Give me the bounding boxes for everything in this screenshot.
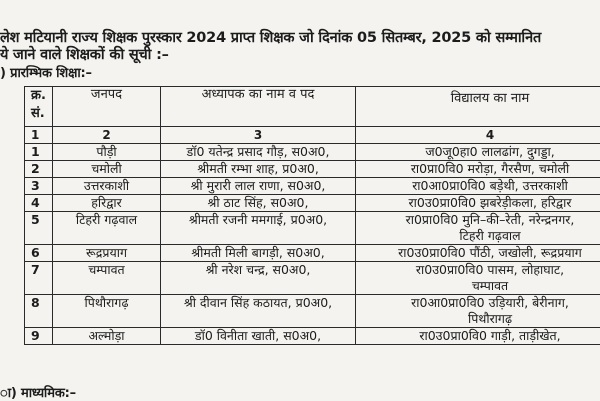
school-name: रा0प्रा0वि0 मरोड़ा, गैरसैण, चमोली — [356, 161, 600, 178]
teacher-name: श्री मुरारी लाल राणा, स0अ0, — [161, 178, 356, 195]
district: हरिद्वार — [53, 195, 161, 212]
teacher-name: श्रीमती रम्भा शाह, प्र0अ0, — [161, 161, 356, 178]
teacher-name: श्री नरेश चन्द्र, स0अ0, — [161, 262, 356, 295]
table-row — [25, 295, 600, 328]
column-number-row — [25, 127, 600, 144]
district: रूद्रप्रयाग — [53, 245, 161, 262]
serial-number: 1 — [25, 144, 53, 161]
teacher-name: श्री दीवान सिंह कठायत, प्र0अ0, — [161, 295, 356, 328]
table-row — [25, 328, 600, 345]
table-row — [25, 178, 600, 195]
awardee-teachers-table — [24, 86, 600, 345]
district: अल्मोड़ा — [53, 328, 161, 345]
section-heading-primary-education: ) प्रारम्भिक शिक्षा:– — [0, 63, 92, 81]
serial-number: 3 — [25, 178, 53, 195]
document-title-line-2: ये जाने वाले शिक्षकों की सूची :– — [0, 44, 169, 64]
table-row — [25, 262, 600, 295]
teacher-name: श्री ठाट सिंह, स0अ0, — [161, 195, 356, 212]
serial-number: 9 — [25, 328, 53, 345]
school-name-line-1: रा0आ0प्रा0वि0 उड़ियारी, बेरीनाग, — [358, 295, 600, 311]
school-name-line-2: टिहरी गढ़वाल — [358, 228, 600, 244]
school-name-line-2: चम्पावत — [358, 278, 600, 294]
serial-number: 7 — [25, 262, 53, 295]
serial-number: 8 — [25, 295, 53, 328]
teacher-name: श्रीमती रजनी ममगाई, प्र0अ0, — [161, 212, 356, 245]
teacher-name: डॉ0 विनीता खाती, स0अ0, — [161, 328, 356, 345]
table-row — [25, 245, 600, 262]
school-name-line-1: रा0उ0प्रा0वि0 पासम, लोहाघाट, — [358, 262, 600, 278]
school-name: रा0उ0प्रा0वि0 पौंठी, जखोली, रूद्रप्रयाग — [356, 245, 600, 262]
serial-number: 4 — [25, 195, 53, 212]
school-name: रा0उ0प्रा0वि0 झबरेड़ीकला, हरिद्वार — [356, 195, 600, 212]
district: चम्पावत — [53, 262, 161, 295]
school-name — [356, 212, 600, 245]
header-serial-number: क्र. सं. — [25, 87, 53, 127]
district: चमोली — [53, 161, 161, 178]
column-number: 1 — [25, 127, 53, 144]
school-name — [356, 262, 600, 295]
school-name — [356, 295, 600, 328]
school-name: रा0उ0प्रा0वि0 गाड़ी, ताड़ीखेत, — [356, 328, 600, 345]
school-name: ज0जू0हा0 लालढांग, दुगड्डा, — [356, 144, 600, 161]
serial-number: 5 — [25, 212, 53, 245]
school-name-line-2: पिथौरागढ़ — [358, 311, 600, 327]
section-heading-secondary-education: ा) माध्यमिक:– — [0, 383, 76, 401]
table-row — [25, 161, 600, 178]
header-teacher-name-post: अध्यापक का नाम व पद — [161, 87, 356, 127]
column-number: 4 — [356, 127, 600, 144]
table-row — [25, 212, 600, 245]
table-header-row — [25, 87, 600, 127]
teacher-name: श्रीमती मिली बागड़ी, स0अ0, — [161, 245, 356, 262]
teacher-name: डॉ0 यतेन्द्र प्रसाद गौड़, स0अ0, — [161, 144, 356, 161]
column-number: 2 — [53, 127, 161, 144]
header-school-name: विद्यालय का नाम — [356, 87, 600, 127]
serial-number: 6 — [25, 245, 53, 262]
serial-number: 2 — [25, 161, 53, 178]
district: टिहरी गढ़वाल — [53, 212, 161, 245]
header-district: जनपद — [53, 87, 161, 127]
table-row — [25, 144, 600, 161]
table-row — [25, 195, 600, 212]
column-number: 3 — [161, 127, 356, 144]
school-name: रा0आ0प्रा0वि0 बड़ेथी, उत्तरकाशी — [356, 178, 600, 195]
school-name-line-1: रा0प्रा0वि0 मुनि–की–रेती, नरेन्द्रनगर, — [358, 212, 600, 228]
document-title-line-1: लेश मटियानी राज्य शिक्षक पुरस्कार 2024 प्राप्त शिक्षक जो दिनांक 05 सितम्बर, 2025 को सम्मानित — [0, 27, 541, 47]
district: पिथौरागढ़ — [53, 295, 161, 328]
district: उत्तरकाशी — [53, 178, 161, 195]
district: पौड़ी — [53, 144, 161, 161]
